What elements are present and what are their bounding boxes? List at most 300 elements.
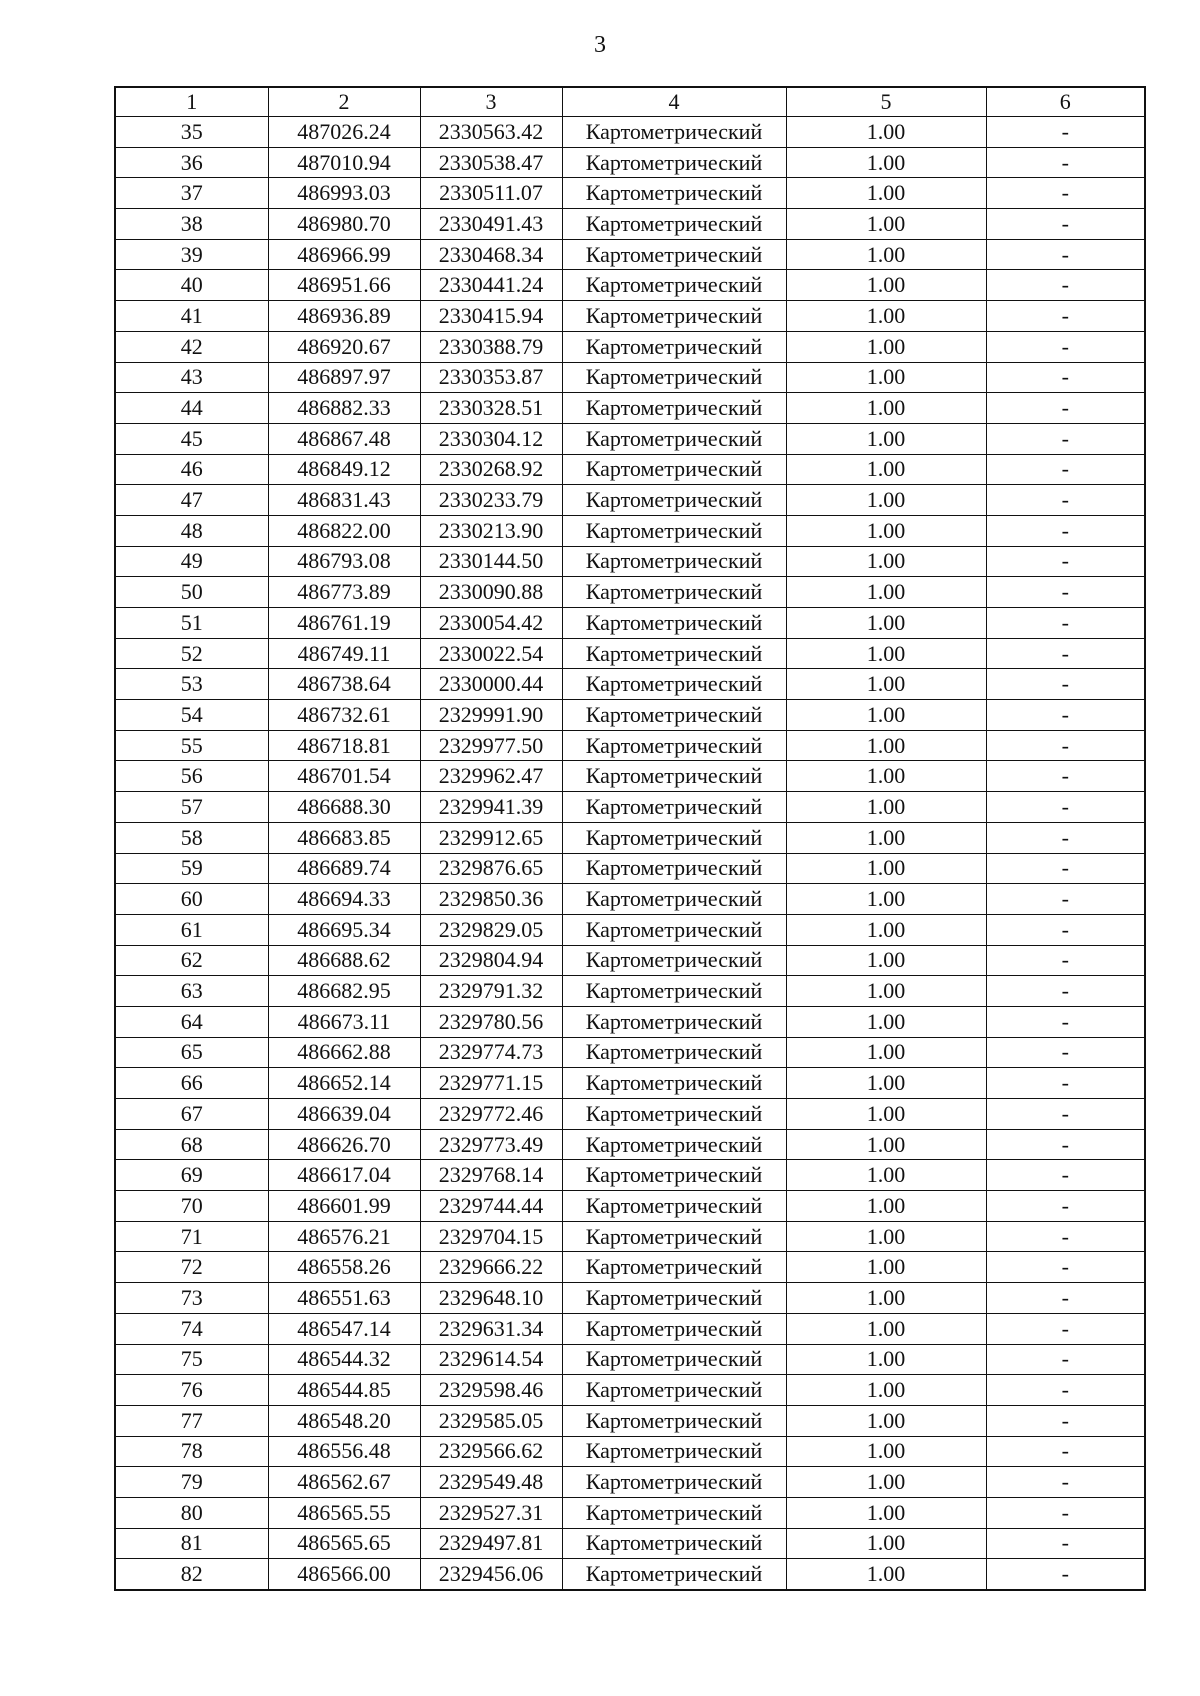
method-cell: Картометрический (562, 331, 786, 362)
point-number-cell: 65 (115, 1037, 268, 1068)
accuracy-cell: 1.00 (786, 1344, 986, 1375)
method-cell: Картометрический (562, 1375, 786, 1406)
point-number-cell: 40 (115, 270, 268, 301)
y-coordinate-cell: 2330090.88 (420, 577, 562, 608)
table-row (115, 1099, 1145, 1130)
method-cell: Картометрический (562, 1252, 786, 1283)
y-coordinate-cell: 2329773.49 (420, 1129, 562, 1160)
method-cell: Картометрический (562, 209, 786, 240)
accuracy-cell: 1.00 (786, 976, 986, 1007)
y-coordinate-cell: 2329744.44 (420, 1191, 562, 1222)
note-cell: - (986, 1528, 1145, 1559)
y-coordinate-cell: 2329941.39 (420, 792, 562, 823)
y-coordinate-cell: 2330000.44 (420, 669, 562, 700)
point-number-cell: 45 (115, 423, 268, 454)
y-coordinate-cell: 2330213.90 (420, 515, 562, 546)
x-coordinate-cell: 486565.55 (268, 1497, 420, 1528)
y-coordinate-cell: 2329527.31 (420, 1497, 562, 1528)
x-coordinate-cell: 486652.14 (268, 1068, 420, 1099)
method-cell: Картометрический (562, 1528, 786, 1559)
method-cell: Картометрический (562, 1068, 786, 1099)
method-cell: Картометрический (562, 147, 786, 178)
point-number-cell: 67 (115, 1099, 268, 1130)
x-coordinate-cell: 486662.88 (268, 1037, 420, 1068)
accuracy-cell: 1.00 (786, 638, 986, 669)
method-cell: Картометрический (562, 1467, 786, 1498)
accuracy-cell: 1.00 (786, 1283, 986, 1314)
method-cell: Картометрический (562, 423, 786, 454)
note-cell: - (986, 1497, 1145, 1528)
point-number-cell: 51 (115, 608, 268, 639)
point-number-cell: 38 (115, 209, 268, 240)
note-cell: - (986, 884, 1145, 915)
method-cell: Картометрический (562, 1129, 786, 1160)
y-coordinate-cell: 2329876.65 (420, 853, 562, 884)
point-number-cell: 43 (115, 362, 268, 393)
method-cell: Картометрический (562, 853, 786, 884)
x-coordinate-cell: 486688.62 (268, 945, 420, 976)
table-row (115, 423, 1145, 454)
x-coordinate-cell: 486773.89 (268, 577, 420, 608)
method-cell: Картометрический (562, 1037, 786, 1068)
method-cell: Картометрический (562, 393, 786, 424)
note-cell: - (986, 1467, 1145, 1498)
table-row (115, 1497, 1145, 1528)
table-row (115, 546, 1145, 577)
y-coordinate-cell: 2329774.73 (420, 1037, 562, 1068)
x-coordinate-cell: 486617.04 (268, 1160, 420, 1191)
point-number-cell: 53 (115, 669, 268, 700)
accuracy-cell: 1.00 (786, 515, 986, 546)
accuracy-cell: 1.00 (786, 1006, 986, 1037)
table-row (115, 577, 1145, 608)
point-number-cell: 42 (115, 331, 268, 362)
table-row (115, 1528, 1145, 1559)
y-coordinate-cell: 2329829.05 (420, 914, 562, 945)
point-number-cell: 35 (115, 117, 268, 148)
table-row (115, 1191, 1145, 1222)
table-row (115, 884, 1145, 915)
x-coordinate-cell: 486936.89 (268, 301, 420, 332)
coordinates-table (114, 86, 1146, 1591)
table-body (115, 117, 1145, 1591)
note-cell: - (986, 700, 1145, 731)
method-cell: Картометрический (562, 1006, 786, 1037)
x-coordinate-cell: 486673.11 (268, 1006, 420, 1037)
accuracy-cell: 1.00 (786, 853, 986, 884)
point-number-cell: 59 (115, 853, 268, 884)
accuracy-cell: 1.00 (786, 700, 986, 731)
note-cell: - (986, 1344, 1145, 1375)
point-number-cell: 82 (115, 1559, 268, 1590)
accuracy-cell: 1.00 (786, 362, 986, 393)
table-row (115, 976, 1145, 1007)
x-coordinate-cell: 486822.00 (268, 515, 420, 546)
note-cell: - (986, 117, 1145, 148)
table-row (115, 117, 1145, 148)
x-coordinate-cell: 486951.66 (268, 270, 420, 301)
x-coordinate-cell: 486980.70 (268, 209, 420, 240)
table-row (115, 730, 1145, 761)
x-coordinate-cell: 486639.04 (268, 1099, 420, 1130)
table-row (115, 1283, 1145, 1314)
accuracy-cell: 1.00 (786, 761, 986, 792)
accuracy-cell: 1.00 (786, 730, 986, 761)
table-header-row (115, 87, 1145, 117)
accuracy-cell: 1.00 (786, 454, 986, 485)
table-row (115, 1559, 1145, 1590)
point-number-cell: 44 (115, 393, 268, 424)
accuracy-cell: 1.00 (786, 423, 986, 454)
x-coordinate-cell: 486688.30 (268, 792, 420, 823)
note-cell: - (986, 147, 1145, 178)
note-cell: - (986, 853, 1145, 884)
point-number-cell: 73 (115, 1283, 268, 1314)
y-coordinate-cell: 2330328.51 (420, 393, 562, 424)
column-header: 5 (786, 87, 986, 117)
point-number-cell: 52 (115, 638, 268, 669)
point-number-cell: 48 (115, 515, 268, 546)
note-cell: - (986, 393, 1145, 424)
accuracy-cell: 1.00 (786, 1160, 986, 1191)
accuracy-cell: 1.00 (786, 669, 986, 700)
note-cell: - (986, 1221, 1145, 1252)
point-number-cell: 56 (115, 761, 268, 792)
table-row (115, 1252, 1145, 1283)
y-coordinate-cell: 2330511.07 (420, 178, 562, 209)
point-number-cell: 72 (115, 1252, 268, 1283)
accuracy-cell: 1.00 (786, 393, 986, 424)
point-number-cell: 57 (115, 792, 268, 823)
y-coordinate-cell: 2329780.56 (420, 1006, 562, 1037)
table-row (115, 362, 1145, 393)
point-number-cell: 79 (115, 1467, 268, 1498)
note-cell: - (986, 331, 1145, 362)
x-coordinate-cell: 486682.95 (268, 976, 420, 1007)
accuracy-cell: 1.00 (786, 608, 986, 639)
method-cell: Картометрический (562, 362, 786, 393)
x-coordinate-cell: 486551.63 (268, 1283, 420, 1314)
y-coordinate-cell: 2329549.48 (420, 1467, 562, 1498)
y-coordinate-cell: 2329614.54 (420, 1344, 562, 1375)
method-cell: Картометрический (562, 669, 786, 700)
x-coordinate-cell: 487026.24 (268, 117, 420, 148)
method-cell: Картометрический (562, 1160, 786, 1191)
point-number-cell: 36 (115, 147, 268, 178)
accuracy-cell: 1.00 (786, 1313, 986, 1344)
point-number-cell: 80 (115, 1497, 268, 1528)
method-cell: Картометрический (562, 792, 786, 823)
accuracy-cell: 1.00 (786, 1191, 986, 1222)
note-cell: - (986, 792, 1145, 823)
method-cell: Картометрический (562, 485, 786, 516)
y-coordinate-cell: 2329912.65 (420, 822, 562, 853)
column-header: 2 (268, 87, 420, 117)
note-cell: - (986, 239, 1145, 270)
point-number-cell: 77 (115, 1405, 268, 1436)
point-number-cell: 76 (115, 1375, 268, 1406)
table-row (115, 301, 1145, 332)
x-coordinate-cell: 486576.21 (268, 1221, 420, 1252)
accuracy-cell: 1.00 (786, 209, 986, 240)
point-number-cell: 69 (115, 1160, 268, 1191)
y-coordinate-cell: 2329631.34 (420, 1313, 562, 1344)
point-number-cell: 55 (115, 730, 268, 761)
accuracy-cell: 1.00 (786, 117, 986, 148)
method-cell: Картометрический (562, 914, 786, 945)
table-row (115, 1344, 1145, 1375)
x-coordinate-cell: 486694.33 (268, 884, 420, 915)
note-cell: - (986, 1313, 1145, 1344)
point-number-cell: 78 (115, 1436, 268, 1467)
accuracy-cell: 1.00 (786, 301, 986, 332)
point-number-cell: 81 (115, 1528, 268, 1559)
method-cell: Картометрический (562, 117, 786, 148)
y-coordinate-cell: 2330144.50 (420, 546, 562, 577)
x-coordinate-cell: 486626.70 (268, 1129, 420, 1160)
method-cell: Картометрический (562, 884, 786, 915)
y-coordinate-cell: 2330304.12 (420, 423, 562, 454)
y-coordinate-cell: 2329962.47 (420, 761, 562, 792)
y-coordinate-cell: 2330353.87 (420, 362, 562, 393)
accuracy-cell: 1.00 (786, 1559, 986, 1590)
accuracy-cell: 1.00 (786, 1252, 986, 1283)
page-number: 3 (594, 32, 606, 58)
accuracy-cell: 1.00 (786, 1068, 986, 1099)
x-coordinate-cell: 486831.43 (268, 485, 420, 516)
note-cell: - (986, 1191, 1145, 1222)
y-coordinate-cell: 2329704.15 (420, 1221, 562, 1252)
point-number-cell: 41 (115, 301, 268, 332)
method-cell: Картометрический (562, 1559, 786, 1590)
table-row (115, 669, 1145, 700)
table-row (115, 1068, 1145, 1099)
point-number-cell: 58 (115, 822, 268, 853)
note-cell: - (986, 730, 1145, 761)
method-cell: Картометрический (562, 577, 786, 608)
y-coordinate-cell: 2330468.34 (420, 239, 562, 270)
method-cell: Картометрический (562, 608, 786, 639)
method-cell: Картометрический (562, 270, 786, 301)
x-coordinate-cell: 486718.81 (268, 730, 420, 761)
method-cell: Картометрический (562, 1405, 786, 1436)
note-cell: - (986, 914, 1145, 945)
note-cell: - (986, 1006, 1145, 1037)
table-row (115, 485, 1145, 516)
note-cell: - (986, 1129, 1145, 1160)
x-coordinate-cell: 486897.97 (268, 362, 420, 393)
accuracy-cell: 1.00 (786, 546, 986, 577)
y-coordinate-cell: 2330538.47 (420, 147, 562, 178)
x-coordinate-cell: 486732.61 (268, 700, 420, 731)
method-cell: Картометрический (562, 945, 786, 976)
table-row (115, 822, 1145, 853)
y-coordinate-cell: 2330388.79 (420, 331, 562, 362)
note-cell: - (986, 577, 1145, 608)
y-coordinate-cell: 2329666.22 (420, 1252, 562, 1283)
accuracy-cell: 1.00 (786, 1436, 986, 1467)
y-coordinate-cell: 2329791.32 (420, 976, 562, 1007)
table-row (115, 209, 1145, 240)
note-cell: - (986, 822, 1145, 853)
note-cell: - (986, 209, 1145, 240)
accuracy-cell: 1.00 (786, 792, 986, 823)
table-row (115, 1467, 1145, 1498)
column-header: 6 (986, 87, 1145, 117)
x-coordinate-cell: 486882.33 (268, 393, 420, 424)
point-number-cell: 71 (115, 1221, 268, 1252)
y-coordinate-cell: 2329497.81 (420, 1528, 562, 1559)
table-row (115, 945, 1145, 976)
note-cell: - (986, 1436, 1145, 1467)
method-cell: Картометрический (562, 638, 786, 669)
accuracy-cell: 1.00 (786, 945, 986, 976)
table-row (115, 454, 1145, 485)
note-cell: - (986, 1068, 1145, 1099)
method-cell: Картометрический (562, 761, 786, 792)
x-coordinate-cell: 486849.12 (268, 454, 420, 485)
x-coordinate-cell: 486966.99 (268, 239, 420, 270)
y-coordinate-cell: 2330268.92 (420, 454, 562, 485)
x-coordinate-cell: 486547.14 (268, 1313, 420, 1344)
table-row (115, 700, 1145, 731)
table-row (115, 515, 1145, 546)
y-coordinate-cell: 2329598.46 (420, 1375, 562, 1406)
x-coordinate-cell: 486738.64 (268, 669, 420, 700)
x-coordinate-cell: 486558.26 (268, 1252, 420, 1283)
table-row (115, 270, 1145, 301)
table-row (115, 331, 1145, 362)
table-row (115, 792, 1145, 823)
point-number-cell: 64 (115, 1006, 268, 1037)
note-cell: - (986, 945, 1145, 976)
note-cell: - (986, 1099, 1145, 1130)
note-cell: - (986, 362, 1145, 393)
method-cell: Картометрический (562, 239, 786, 270)
note-cell: - (986, 485, 1145, 516)
table-row (115, 1160, 1145, 1191)
method-cell: Картометрический (562, 822, 786, 853)
x-coordinate-cell: 486761.19 (268, 608, 420, 639)
note-cell: - (986, 301, 1145, 332)
accuracy-cell: 1.00 (786, 239, 986, 270)
table-row (115, 1405, 1145, 1436)
point-number-cell: 60 (115, 884, 268, 915)
x-coordinate-cell: 486920.67 (268, 331, 420, 362)
table-row (115, 608, 1145, 639)
note-cell: - (986, 976, 1145, 1007)
table-row (115, 147, 1145, 178)
x-coordinate-cell: 486689.74 (268, 853, 420, 884)
y-coordinate-cell: 2329772.46 (420, 1099, 562, 1130)
y-coordinate-cell: 2330054.42 (420, 608, 562, 639)
accuracy-cell: 1.00 (786, 1129, 986, 1160)
note-cell: - (986, 1375, 1145, 1406)
table-row (115, 1037, 1145, 1068)
y-coordinate-cell: 2330022.54 (420, 638, 562, 669)
note-cell: - (986, 546, 1145, 577)
y-coordinate-cell: 2329585.05 (420, 1405, 562, 1436)
method-cell: Картометрический (562, 1313, 786, 1344)
point-number-cell: 54 (115, 700, 268, 731)
note-cell: - (986, 1160, 1145, 1191)
note-cell: - (986, 638, 1145, 669)
method-cell: Картометрический (562, 1191, 786, 1222)
x-coordinate-cell: 486556.48 (268, 1436, 420, 1467)
note-cell: - (986, 1559, 1145, 1590)
accuracy-cell: 1.00 (786, 485, 986, 516)
point-number-cell: 47 (115, 485, 268, 516)
x-coordinate-cell: 486867.48 (268, 423, 420, 454)
x-coordinate-cell: 486566.00 (268, 1559, 420, 1590)
y-coordinate-cell: 2330563.42 (420, 117, 562, 148)
method-cell: Картометрический (562, 1344, 786, 1375)
accuracy-cell: 1.00 (786, 1467, 986, 1498)
table-row (115, 914, 1145, 945)
method-cell: Картометрический (562, 515, 786, 546)
table-row (115, 239, 1145, 270)
table-row (115, 761, 1145, 792)
point-number-cell: 46 (115, 454, 268, 485)
note-cell: - (986, 1252, 1145, 1283)
y-coordinate-cell: 2330415.94 (420, 301, 562, 332)
table-row (115, 178, 1145, 209)
point-number-cell: 49 (115, 546, 268, 577)
x-coordinate-cell: 486701.54 (268, 761, 420, 792)
column-header: 4 (562, 87, 786, 117)
x-coordinate-cell: 486683.85 (268, 822, 420, 853)
method-cell: Картометрический (562, 976, 786, 1007)
y-coordinate-cell: 2330491.43 (420, 209, 562, 240)
x-coordinate-cell: 486544.85 (268, 1375, 420, 1406)
point-number-cell: 62 (115, 945, 268, 976)
table-row (115, 1313, 1145, 1344)
y-coordinate-cell: 2329566.62 (420, 1436, 562, 1467)
accuracy-cell: 1.00 (786, 1375, 986, 1406)
x-coordinate-cell: 486993.03 (268, 178, 420, 209)
x-coordinate-cell: 486562.67 (268, 1467, 420, 1498)
method-cell: Картометрический (562, 1221, 786, 1252)
method-cell: Картометрический (562, 730, 786, 761)
point-number-cell: 61 (115, 914, 268, 945)
note-cell: - (986, 608, 1145, 639)
y-coordinate-cell: 2329648.10 (420, 1283, 562, 1314)
x-coordinate-cell: 486793.08 (268, 546, 420, 577)
accuracy-cell: 1.00 (786, 1405, 986, 1436)
point-number-cell: 68 (115, 1129, 268, 1160)
table-row (115, 1006, 1145, 1037)
accuracy-cell: 1.00 (786, 147, 986, 178)
y-coordinate-cell: 2330441.24 (420, 270, 562, 301)
note-cell: - (986, 669, 1145, 700)
note-cell: - (986, 270, 1145, 301)
point-number-cell: 74 (115, 1313, 268, 1344)
accuracy-cell: 1.00 (786, 1037, 986, 1068)
column-header: 1 (115, 87, 268, 117)
note-cell: - (986, 1283, 1145, 1314)
table-row (115, 853, 1145, 884)
column-header: 3 (420, 87, 562, 117)
x-coordinate-cell: 486749.11 (268, 638, 420, 669)
method-cell: Картометрический (562, 700, 786, 731)
note-cell: - (986, 1037, 1145, 1068)
method-cell: Картометрический (562, 1283, 786, 1314)
accuracy-cell: 1.00 (786, 914, 986, 945)
accuracy-cell: 1.00 (786, 270, 986, 301)
table-row (115, 393, 1145, 424)
method-cell: Картометрический (562, 1099, 786, 1130)
accuracy-cell: 1.00 (786, 178, 986, 209)
